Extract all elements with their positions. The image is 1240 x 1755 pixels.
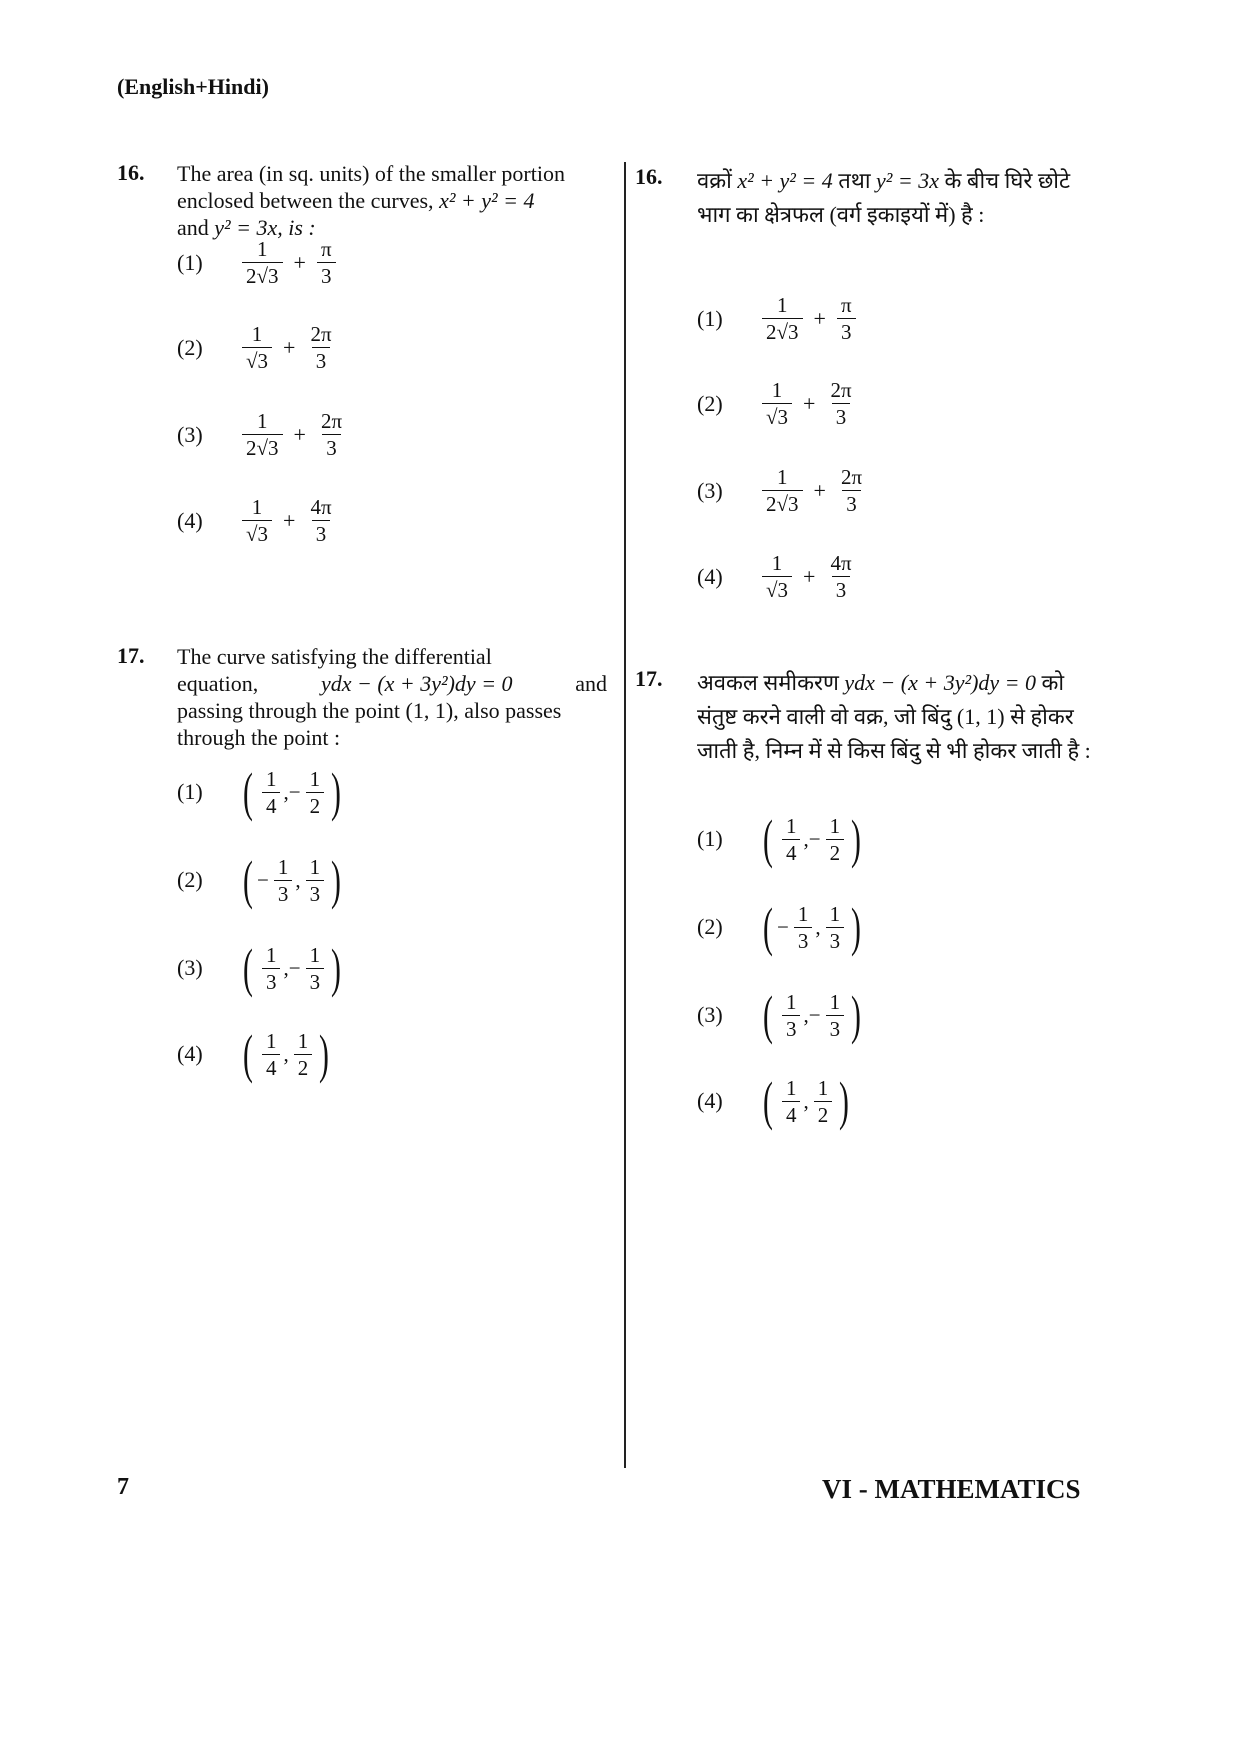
fraction: $\frac{2\pi}{3}$ (310, 322, 332, 373)
curve-equation: x² + y² = 4 (439, 188, 535, 213)
option-1[interactable]: (1) $\frac{1}{2√3}$ + $\frac{\pi}{3}$ (697, 292, 859, 345)
page-header: (English+Hindi) (117, 74, 269, 99)
question-number: 17. (117, 643, 145, 668)
question-line: passing through the point (1, 1), also passes (177, 698, 562, 723)
fraction: $\frac{1}{2√3}$ (242, 236, 283, 289)
curve-equation: y² = 3x (876, 168, 940, 193)
point: ( $\frac{1}{4}$ , $\frac{1}{2}$ ) (243, 1024, 330, 1084)
fraction: $\frac{1}{2√3}$ (242, 408, 283, 461)
question-text (177, 160, 607, 241)
question-line: and y² = 3x, is : (177, 215, 316, 240)
option-4[interactable]: (4) ( $\frac{1}{4}$ , $\frac{1}{2}$ ) (177, 1027, 333, 1081)
option-2[interactable]: (2) $\frac{1}{√3}$ + $\frac{2\pi}{3}$ (177, 321, 339, 374)
point: ( $\frac{1}{4}$ , − $\frac{1}{2}$ ) (243, 762, 342, 822)
question-line: The curve satisfying the differential (177, 644, 492, 669)
fraction: $\frac{2\pi}{3}$ (830, 378, 852, 429)
question-text (177, 643, 607, 751)
question-line: वक्रों x² + y² = 4 तथा y² = 3x के बीच घिरे छोटे (697, 168, 1071, 193)
question-line: through the point : (177, 725, 341, 750)
option-3[interactable]: (3) $\frac{1}{2√3}$ + $\frac{2\pi}{3}$ (697, 464, 869, 517)
curve-equation: x² + y² = 4 (737, 168, 833, 193)
option-1[interactable]: (1) ( $\frac{1}{4}$ , − $\frac{1}{2}$ ) (697, 812, 865, 866)
fraction: $\frac{\pi}{3}$ (317, 236, 336, 289)
option-1[interactable]: (1) ( $\frac{1}{4}$ , − $\frac{1}{2}$ ) (177, 765, 345, 819)
option-3[interactable]: (3) $\frac{1}{2√3}$ + $\frac{2\pi}{3}$ (177, 408, 349, 461)
differential-equation: ydx − (x + 3y²)dy = 0 (844, 670, 1036, 695)
fraction: $\frac{1}{√3}$ (762, 377, 792, 430)
question-line: संतुष्ट करने वाली वो वक्र, जो बिंदु (1, 1) से होकर (697, 704, 1074, 729)
fraction: $\frac{1}{√3}$ (242, 321, 272, 374)
fraction: $\frac{4\pi}{3}$ (310, 495, 332, 546)
question-line: अवकल समीकरण ydx − (x + 3y²)dy = 0 को (697, 670, 1065, 695)
option-2[interactable]: (2) ( − $\frac{1}{3}$ , $\frac{1}{3}$ ) (697, 900, 865, 954)
question-number: 17. (635, 666, 663, 691)
option-2[interactable]: (2) ( − $\frac{1}{3}$ , $\frac{1}{3}$ ) (177, 853, 345, 907)
option-4[interactable]: (4) $\frac{1}{√3}$ + $\frac{4\pi}{3}$ (697, 550, 859, 603)
fraction: $\frac{1}{√3}$ (762, 550, 792, 603)
point: ( $\frac{1}{3}$ , − $\frac{1}{3}$ ) (243, 938, 342, 998)
fraction: $\frac{1}{√3}$ (242, 494, 272, 547)
option-2[interactable]: (2) $\frac{1}{√3}$ + $\frac{2\pi}{3}$ (697, 377, 859, 430)
point: ( $\frac{1}{4}$ , $\frac{1}{2}$ ) (763, 1071, 850, 1131)
option-4[interactable]: (4) ( $\frac{1}{4}$ , $\frac{1}{2}$ ) (697, 1074, 853, 1128)
fraction: $\frac{1}{2√3}$ (762, 292, 803, 345)
point: ( − $\frac{1}{3}$ , $\frac{1}{3}$ ) (763, 897, 862, 957)
fraction: $\frac{4\pi}{3}$ (830, 551, 852, 602)
question-line: enclosed between the curves, x² + y² = 4 (177, 188, 535, 213)
differential-equation: ydx − (x + 3y²)dy = 0 (320, 671, 513, 696)
fraction: $\frac{\pi}{3}$ (837, 292, 856, 345)
option-3[interactable]: (3) ( $\frac{1}{3}$ , − $\frac{1}{3}$ ) (697, 988, 865, 1042)
question-number: 16. (635, 164, 663, 189)
curve-equation: y² = 3x, is : (214, 215, 316, 240)
question-line: equation, ydx − (x + 3y²)dy = 0 and (177, 671, 607, 696)
page-number: 7 (117, 1474, 129, 1500)
column-divider (624, 162, 626, 1468)
option-3[interactable]: (3) ( $\frac{1}{3}$ , − $\frac{1}{3}$ ) (177, 941, 345, 995)
subject-title: VI - MATHEMATICS (822, 1474, 1081, 1504)
question-number: 16. (117, 160, 145, 185)
question-text (697, 164, 1202, 232)
option-1[interactable]: (1) $\frac{1}{2√3}$ + $\frac{\pi}{3}$ (177, 236, 339, 289)
question-text (697, 666, 1202, 768)
point: ( − $\frac{1}{3}$ , $\frac{1}{3}$ ) (243, 850, 342, 910)
fraction: $\frac{1}{2√3}$ (762, 464, 803, 517)
option-4[interactable]: (4) $\frac{1}{√3}$ + $\frac{4\pi}{3}$ (177, 494, 339, 547)
fraction: $\frac{2\pi}{3}$ (840, 465, 863, 516)
point: ( $\frac{1}{4}$ , − $\frac{1}{2}$ ) (763, 809, 862, 869)
fraction: $\frac{2\pi}{3}$ (320, 409, 343, 460)
question-line: भाग का क्षेत्रफल (वर्ग इकाइयों में) है : (697, 202, 985, 227)
question-line: जाती है, निम्न में से किस बिंदु से भी होकर जाती है : (697, 738, 1091, 763)
point: ( $\frac{1}{3}$ , − $\frac{1}{3}$ ) (763, 985, 862, 1045)
question-line: The area (in sq. units) of the smaller portion (177, 161, 565, 186)
